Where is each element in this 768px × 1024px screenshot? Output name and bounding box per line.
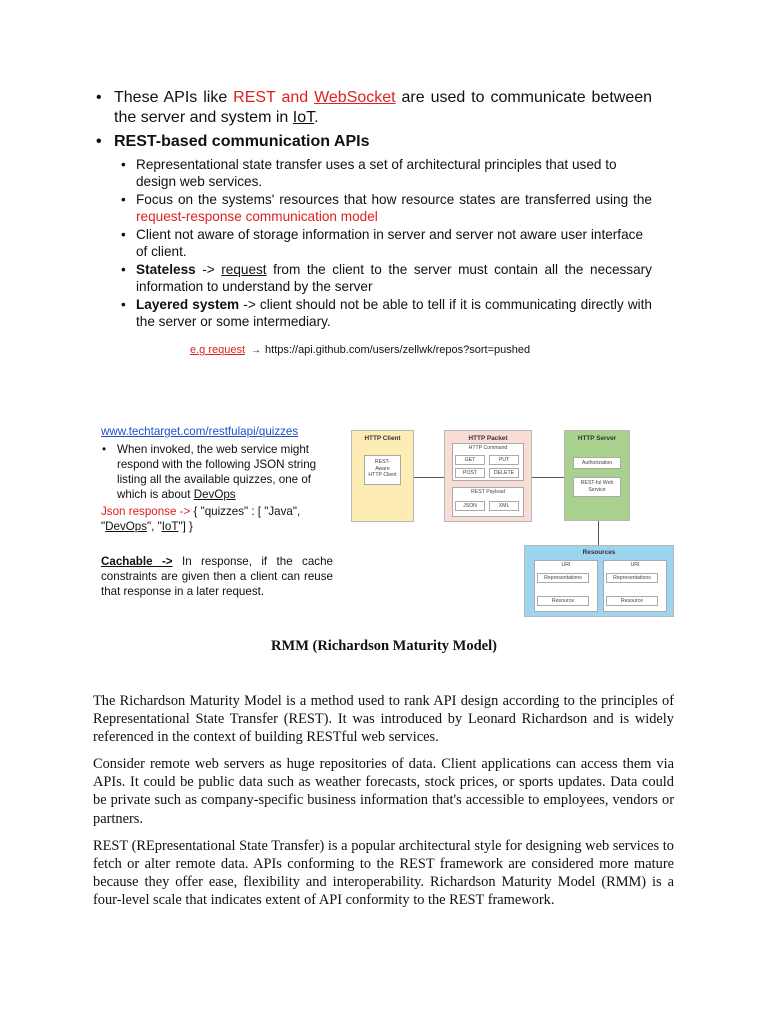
http-server-box [564,430,630,521]
json-part-3: "] } [178,520,193,533]
authorization-box: Authorization [573,457,621,469]
quizzes-bullet [101,442,333,502]
get-method: GET [455,455,485,465]
http-server-title: HTTP Server [577,435,617,442]
rmm-paragraph-3: REST (REpresentational State Transfer) is a popular architectural style for designing web services to fetch or alter remote data. APIs conforming to the REST framework are considered more mature because they offer ease, flexibility and interoperability. Richardson Maturity Model (RMM) is a four-level scale that indicates extent of API conformity to the REST framework. [93,837,674,908]
stateless-arrow: -> [195,262,222,277]
rest-aware-client: REST- Aware HTTP Client [364,455,401,485]
stateless-term: Stateless [136,262,196,277]
json-iot: IoT [161,520,179,533]
server-resources-connector [598,521,599,545]
sub-bullet-1: • Representational state transfer uses a set of architectural principles that used to design web services. [120,156,652,190]
put-method: PUT [489,455,519,465]
representations-2: Representations [606,573,658,583]
rest-heading: • REST-based communication APIs [96,132,652,152]
quizzes-text: When invoked, the web service might respond with the following JSON string listing all the available quizzes, one of which is about [117,443,317,501]
example-label: e.g request [190,344,246,356]
uri-1: URI [561,562,571,568]
resource-2: Resource [606,596,658,606]
http-packet-title: HTTP Packet [468,435,508,442]
sub-bullet-2 [120,191,652,225]
sub-bullet-3: • Client not aware of storage information in server and server not aware user interface of client. [120,226,652,260]
json-format: JSON [455,501,485,511]
websocket-highlight: WebSocket [314,89,396,106]
sub-bullet-4 [120,261,652,295]
iot-term: IoT [292,109,315,126]
cachable-paragraph [101,554,333,599]
sub-bullet-5 [120,296,652,330]
restful-service-box: REST-ful Web Service [573,477,621,497]
rest-payload-label: REST Payload [471,489,505,495]
json-part-2: ", " [147,520,162,533]
example-url: https://api.github.com/users/zellwk/repos?sort=pushed [265,344,531,356]
resource-1: Resource [537,596,589,606]
rest-highlight: REST [233,89,276,106]
json-response [101,504,333,534]
resources-title: Resources [582,549,616,556]
intro-end: . [314,109,319,126]
resources-box [524,545,674,617]
json-part-1: { "quizzes" : [ "Java", " [101,505,301,533]
arrow-icon: → [251,345,262,356]
intro-text-after: are used to communicate between the server and system in [114,89,653,126]
http-client-title: HTTP Client [364,435,401,442]
rest-sub-bullets [96,156,652,330]
json-devops: DevOps [105,520,148,533]
xml-format: XML [489,501,519,511]
http-packet-box [444,430,532,522]
devops-term: DevOps [193,488,236,501]
and-highlight: and [275,89,315,106]
post-method: POST [455,468,485,478]
http-client-box [351,430,414,522]
cachable-text: In response, if the cache constraints are given then a client can reuse that response in a later request. [101,555,333,598]
delete-method: DELETE [489,468,519,478]
representations-1: Representations [537,573,589,583]
json-label: Json response -> [101,505,191,518]
intro-text: These APIs like [114,89,234,106]
request-term: request [221,262,267,277]
http-command-label: HTTP Command [468,445,508,451]
rmm-paragraph-2: Consider remote web servers as huge repositories of data. Client applications can access them via APIs. It could be public data such as weather forecasts, stock prices, or sports updates. Data could be private such as company-specific business information that's accessible to employees, vendors or partners. [93,756,674,827]
rest-architecture-diagram [346,426,676,618]
uri-2: URI [630,562,640,568]
rest-bullets [96,88,652,331]
intro-bullet [96,88,652,128]
rmm-body [93,692,674,918]
layered-system-text: -> client should not be able to tell if it is communicating directly with the server or some intermediary. [136,297,652,329]
left-column [101,424,333,599]
stateless-text: from the client to the server must contain all the necessary information to understand by the server [136,262,652,294]
rmm-title: RMM (Richardson Maturity Model) [271,638,497,654]
techtarget-link[interactable]: www.techtarget.com/restfulapi/quizzes [101,425,299,438]
layered-system-term: Layered system [136,297,240,312]
client-packet-connector [414,477,444,478]
cachable-term: Cachable -> [101,555,173,568]
rmm-paragraph-1: The Richardson Maturity Model is a method used to rank API design according to the principles of Representational State Transfer (REST). It was introduced by Leonard Richardson and is widely referenced in the context of building RESTful web services. [93,693,674,746]
packet-server-connector [532,477,564,478]
sub-bullet-2-text: Focus on the systems' resources that how resource states are transferred using the [136,192,652,207]
request-response-model: request-response communication model [136,209,378,224]
example-request [190,344,530,356]
